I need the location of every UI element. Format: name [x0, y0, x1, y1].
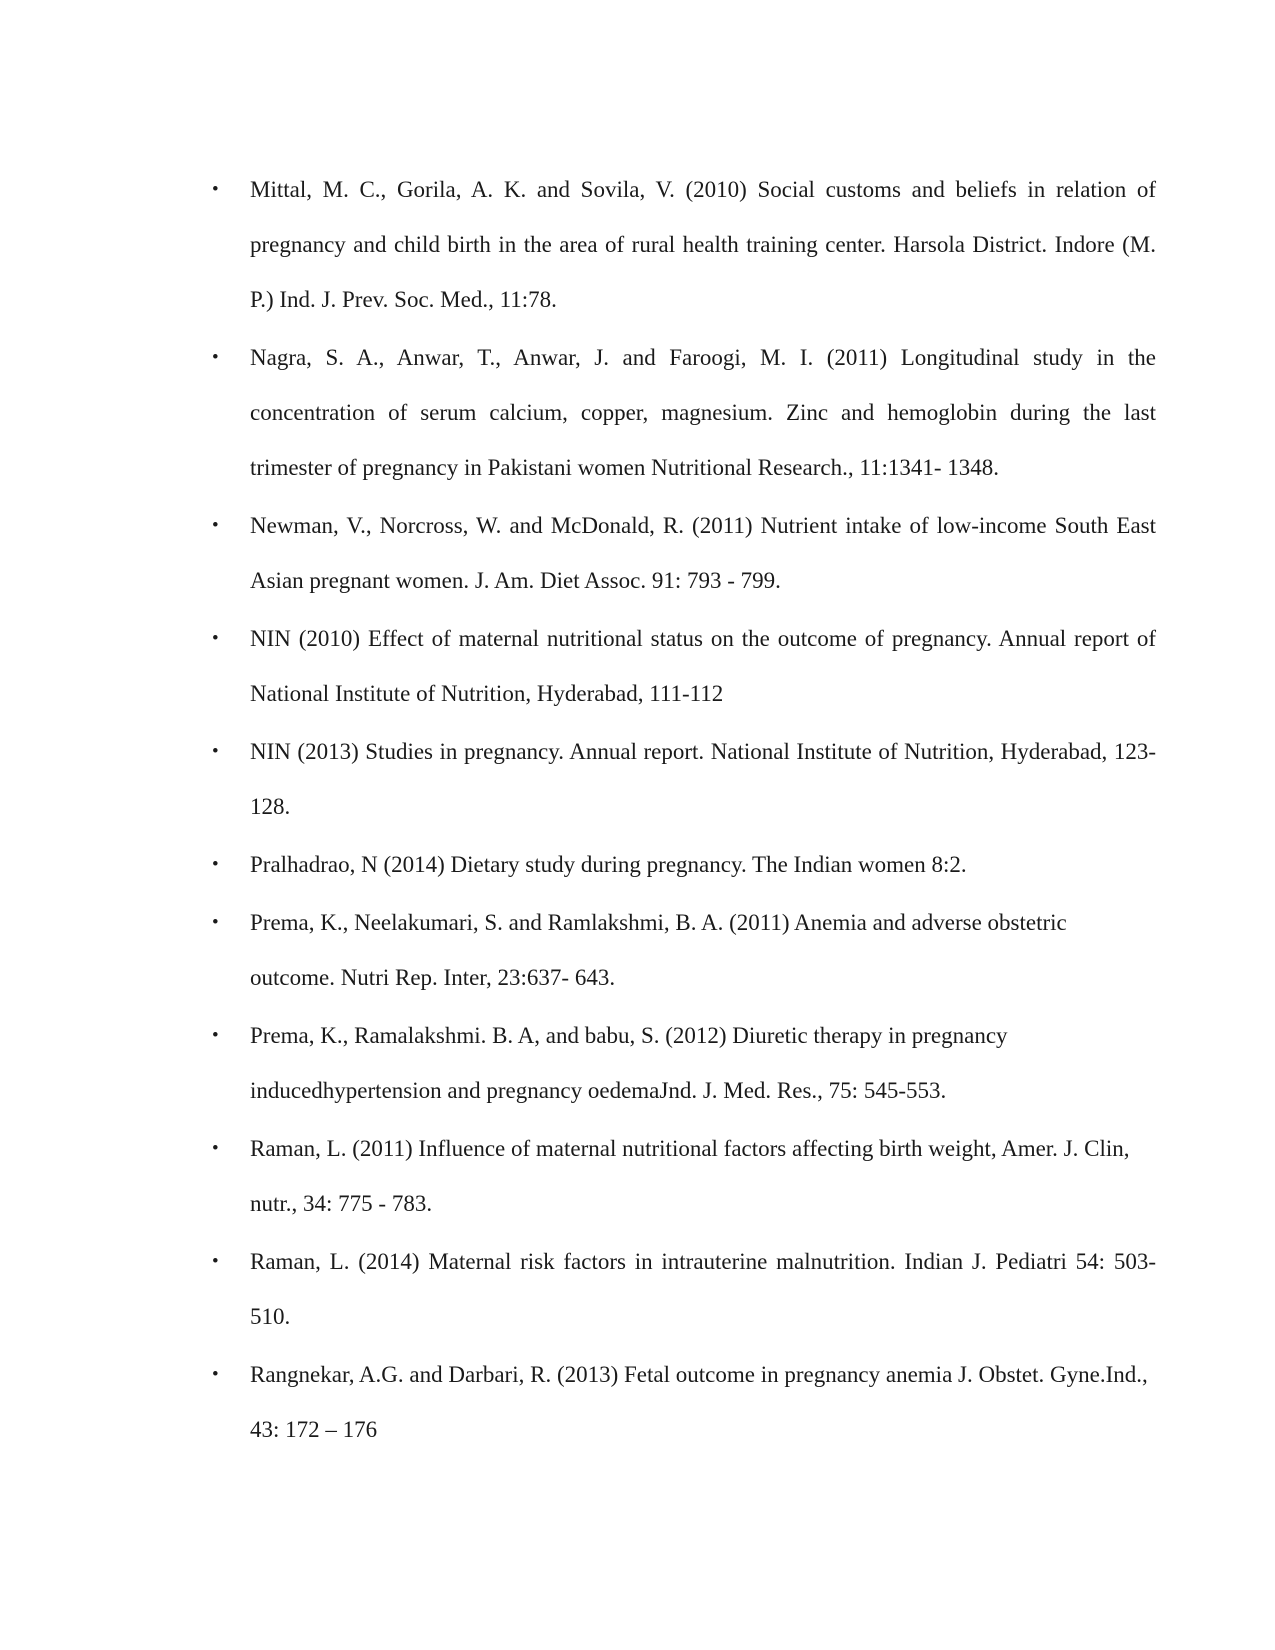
bullet-icon: • — [212, 741, 219, 762]
reference-text: NIN (2013) Studies in pregnancy. Annual report. National Institute of Nutrition, Hyderabad, 123-128. — [250, 739, 1156, 819]
reference-text: Pralhadrao, N (2014) Dietary study during pregnancy. The Indian women 8:2. — [250, 852, 967, 877]
bullet-icon: • — [212, 628, 219, 649]
bullet-icon: • — [212, 1364, 219, 1385]
reference-text: Prema, K., Ramalakshmi. B. A, and babu, S. (2012) Diuretic therapy in pregnancy inducedhypertension and pregnancy oedemaJnd. J. Med. Res., 75: 545-553. — [250, 1023, 1008, 1103]
reference-text: Newman, V., Norcross, W. and McDonald, R. (2011) Nutrient intake of low-income South East Asian pregnant women. J. Am. Diet Assoc. 91: 793 - 799. — [250, 513, 1156, 593]
bullet-icon: • — [212, 1025, 219, 1046]
bullet-icon: • — [212, 854, 219, 875]
reference-text: Rangnekar, A.G. and Darbari, R. (2013) Fetal outcome in pregnancy anemia J. Obstet. Gyne.Ind., 43: 172 – 176 — [250, 1362, 1148, 1442]
bullet-icon: • — [212, 347, 219, 368]
reference-text: Raman, L. (2011) Influence of maternal nutritional factors affecting birth weight, Amer. J. Clin, nutr., 34: 775 - 783. — [250, 1136, 1130, 1216]
reference-text: NIN (2010) Effect of maternal nutritional status on the outcome of pregnancy. Annual report of National Institute of Nutrition, Hyderabad, 111-112 — [250, 626, 1156, 706]
reference-item — [206, 895, 1156, 1005]
reference-text: Mittal, M. C., Gorila, A. K. and Sovila, V. (2010) Social customs and beliefs in relation of pregnancy and child birth in the area of rural health training center. Harsola District. Indore (M. P.) Ind. J. Prev. Soc. Med., 11:78. — [250, 177, 1156, 312]
bullet-icon: • — [212, 515, 219, 536]
reference-text: Prema, K., Neelakumari, S. and Ramlakshmi, B. A. (2011) Anemia and adverse obstetric outcome. Nutri Rep. Inter, 23:637- 643. — [250, 910, 1067, 990]
reference-text: Nagra, S. A., Anwar, T., Anwar, J. and Faroogi, M. I. (2011) Longitudinal study in the concentration of serum calcium, copper, magnesium. Zinc and hemoglobin during the last trimester of pregnancy in Pakistani women Nutritional Research., 11:1341- 1348. — [250, 345, 1156, 480]
bullet-icon: • — [212, 179, 219, 200]
reference-item — [206, 1008, 1156, 1118]
reference-item — [206, 1234, 1156, 1344]
bullet-icon: • — [212, 912, 219, 933]
reference-item — [206, 611, 1156, 721]
reference-list — [206, 162, 1156, 1460]
reference-item — [206, 1347, 1156, 1457]
bullet-icon: • — [212, 1251, 219, 1272]
reference-item — [206, 1121, 1156, 1231]
reference-item — [206, 724, 1156, 834]
reference-item — [206, 162, 1156, 327]
bullet-icon: • — [212, 1138, 219, 1159]
reference-item — [206, 330, 1156, 495]
reference-item — [206, 837, 1156, 892]
reference-item — [206, 498, 1156, 608]
reference-text: Raman, L. (2014) Maternal risk factors in intrauterine malnutrition. Indian J. Pediatri 54: 503-510. — [250, 1249, 1156, 1329]
